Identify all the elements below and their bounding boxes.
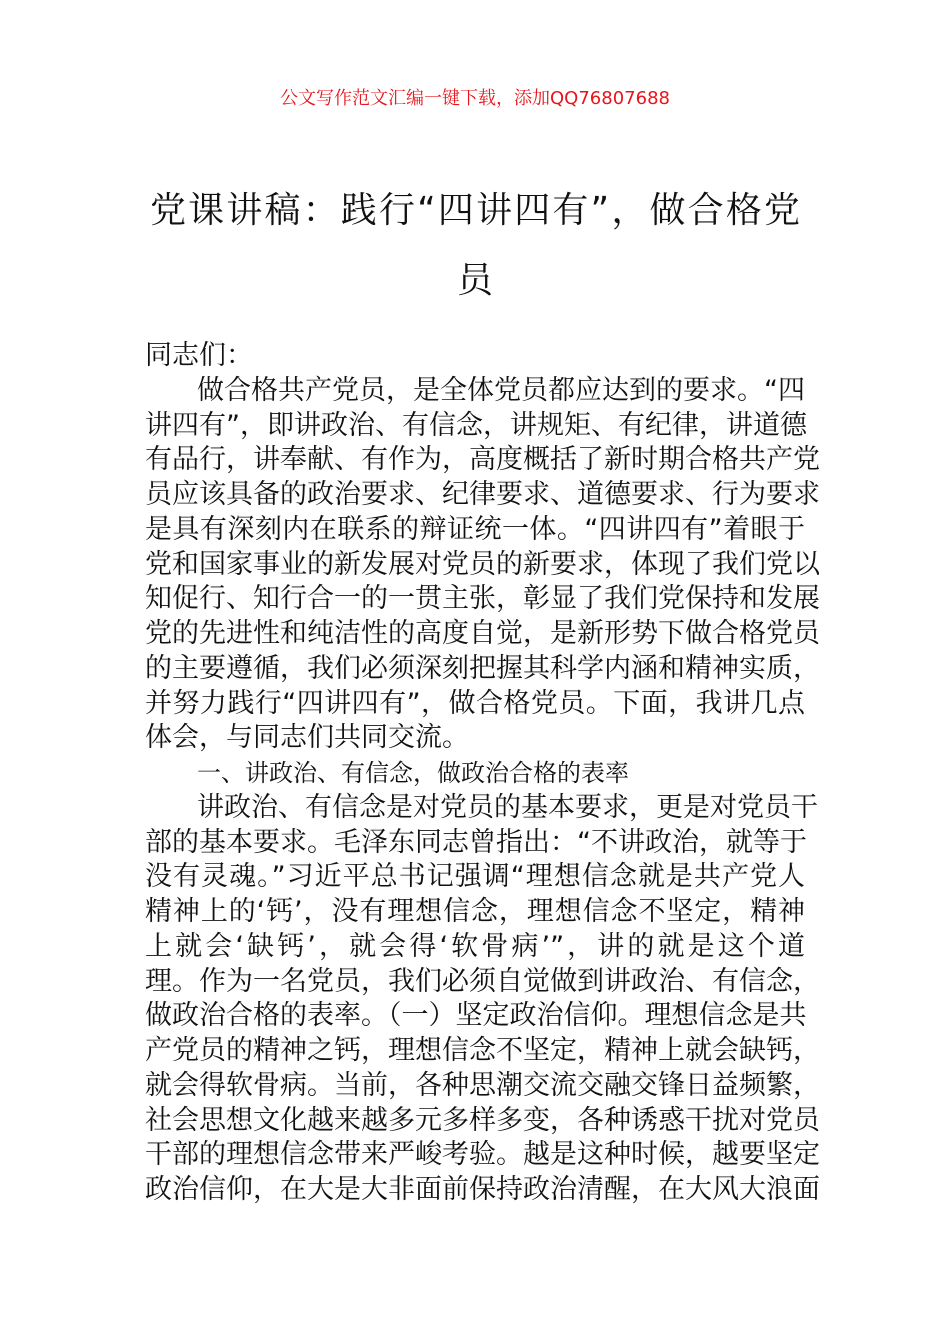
text-line: 理。作为一名党员，我们必须自觉做到讲政治、有信念， [145, 965, 820, 997]
section-heading: 一、讲政治、有信念，做政治合格的表率 [197, 759, 629, 787]
title-line: 员 [456, 260, 493, 301]
text-line: 是具有深刻内在联系的辩证统一体。“四讲四有”着眼于 [145, 513, 805, 545]
text-line: 体会，与同志们共同交流。 [145, 722, 469, 754]
text-line: 做政治合格的表率。（一）坚定政治信仰。理想信念是共 [145, 1000, 807, 1032]
text-line: 没有灵魂。”习近平总书记强调“理想信念就是共产党人 [145, 861, 805, 893]
text-line: 产党员的精神之钙，理想信念不坚定，精神上就会缺钙， [145, 1035, 820, 1066]
text-line: 讲政治、有信念是对党员的基本要求，更是对党员干 [197, 791, 818, 823]
text-line: 并努力践行“四讲四有”，做合格党员。下面，我讲几点 [145, 687, 805, 719]
paragraph-1 [145, 374, 820, 756]
text-line: 知促行、知行合一的一贯主张，彰显了我们党保持和发展 [145, 583, 820, 615]
text-line: 的主要遵循，我们必须深刻把握其科学内涵和精神实质， [145, 652, 820, 684]
document-title [150, 176, 800, 316]
document-body [145, 339, 820, 1208]
text-line: 有品行，讲奉献、有作为，高度概括了新时期合格共产党 [145, 444, 820, 476]
download-banner: 公文写作范文汇编一键下载，添加QQ76807688 [280, 88, 670, 109]
text-line: 部的基本要求。毛泽东同志曾指出：“不讲政治，就等于 [145, 826, 807, 858]
text-line: 社会思想文化越来越多元多样多变，各种诱惑干扰对党员 [145, 1104, 820, 1136]
text-line: 做合格共产党员，是全体党员都应达到的要求。“四 [197, 374, 805, 406]
text-line: 讲四有”，即讲政治、有信念，讲规矩、有纪律，讲道德 [145, 409, 807, 441]
text-line: 精神上的‘钙’，没有理想信念，理想信念不坚定，精神 [145, 896, 805, 927]
title-line: 党课讲稿：践行“四讲四有”，做合格党 [150, 190, 800, 231]
text-line: 干部的理想信念带来严峻考验。越是这种时候，越要坚定 [145, 1139, 820, 1171]
text-line: 党和国家事业的新发展对党员的新要求，体现了我们党以 [145, 548, 820, 580]
text-line: 员应该具备的政治要求、纪律要求、道德要求、行为要求 [145, 479, 820, 510]
text-line: 就会得软骨病。当前，各种思潮交流交融交锋日益频繁， [145, 1069, 820, 1101]
text-line: 政治信仰，在大是大非面前保持政治清醒，在大风大浪面 [145, 1174, 820, 1205]
text-line: 上就会‘缺钙’，就会得‘软骨病’”，讲的就是这个道 [145, 930, 805, 962]
salutation: 同志们： [145, 340, 253, 371]
paragraph-2 [145, 791, 820, 1208]
text-line: 党的先进性和纯洁性的高度自觉，是新形势下做合格党员 [145, 618, 820, 649]
